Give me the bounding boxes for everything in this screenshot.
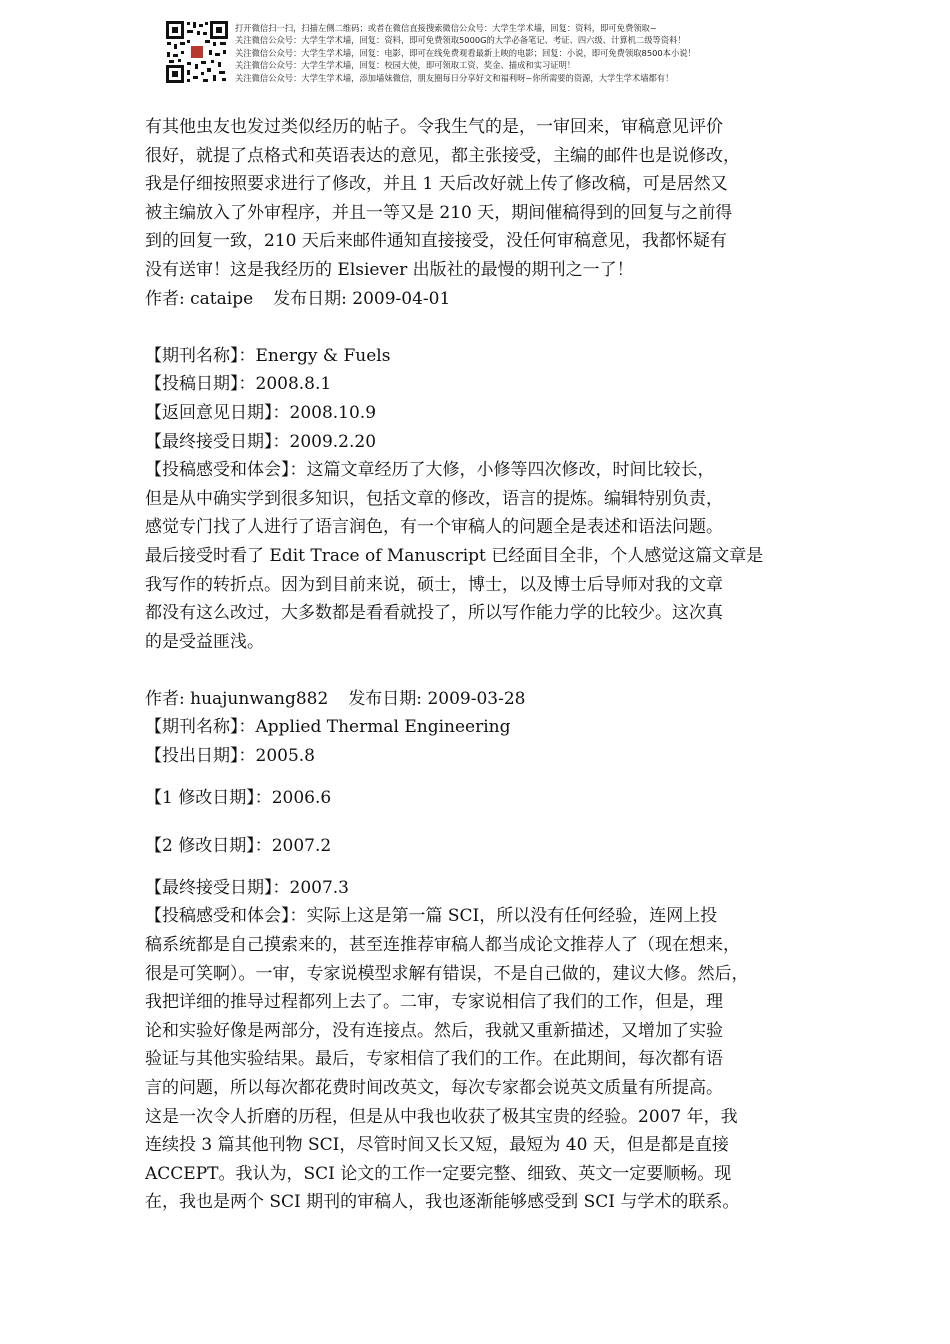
publish-date: 发布日期: 2009-04-01 [273,288,451,309]
body-line: 这是一次令人折磨的历程，但是从中我也收获了极其宝贵的经验。2007 年，我 [145,1106,738,1127]
author-name: 作者: cataipe [145,288,254,309]
body-line: 的是受益匪浅。 [145,631,264,652]
post-cataipe [145,113,825,313]
accept-date: 【最终接受日期】：2009.2.20 [145,431,377,452]
promo-line: 关注微信公众号：大学生学术墙，回复：资料，即可免费领取5000G的大学必备笔记、考证、四六级、计算机二级等资料！ [235,35,686,46]
body-line: 连续投 3 篇其他刊物 SCI，尽管时间又长又短，最短为 40 天，但是都是直接 [145,1135,729,1156]
body-line: 最后接受时看了 Edit Trace of Manuscript 已经面目全非，个人感觉这篇文章是 [145,545,764,566]
body-line: 有其他虫友也发过类似经历的帖子。令我生气的是，一审回来，审稿意见评价 [145,117,723,137]
body-line: 没有送审！这是我经历的 Elsiever 出版社的最慢的期刊之一了！ [145,259,634,280]
author-line [145,685,825,714]
body-line: 【投稿感受和体会】：实际上这是第一篇 SCI，所以没有任何经验，连网上投 [145,906,718,927]
revision-date-2: 【2 修改日期】：2007.2 [145,836,332,857]
body-line: 【投稿感受和体会】：这篇文章经历了大修，小修等四次修改，时间比较长， [145,460,715,481]
post-applied-thermal [145,685,825,1217]
body-line: 验证与其他实验结果。最后，专家相信了我们的工作。在此期间，每次都有语 [145,1049,723,1070]
return-date: 【返回意见日期】：2008.10.9 [145,402,377,423]
accept-date: 【最终接受日期】：2007.3 [145,877,349,898]
promo-line: 打开微信扫一扫，扫描左侧二维码；或者在微信直接搜索微信公众号：大学生学术墙，回复：资料，即可免费领取~ [235,23,657,33]
body-line: 稿系统都是自己摸索来的，甚至连推荐审稿人都当成论文推荐人了（现在想来， [145,935,740,956]
author-name: 作者: huajunwang882 [145,688,329,709]
body-line: ACCEPT。我认为，SCI 论文的工作一定要完整、细致、英文一定要顺畅。现 [145,1163,732,1184]
body-line: 很好，就提了点格式和英语表达的意见，都主张接受，主编的邮件也是说修改， [145,145,740,166]
submit-date: 【投出日期】：2005.8 [145,746,315,767]
submit-date: 【投稿日期】：2008.8.1 [145,374,332,395]
body-line: 很是可笑啊）。一审，专家说模型求解有错误，不是自己做的，建议大修。然后， [145,963,749,984]
body-line: 都没有这么改过，大多数都是看看就投了，所以写作能力学的比较少。这次真 [145,603,723,624]
body-line: 言的问题，所以每次都花费时间改英文，每次专家都会说英文质量有所提高。 [145,1078,723,1098]
author-line [145,285,825,314]
body-line: 被主编放入了外审程序，并且一等又是 210 天，期间催稿得到的回复与之前得 [145,202,733,223]
qr-code-icon[interactable] [165,20,229,84]
body-line: 我写作的转折点。因为到目前来说，硕士，博士，以及博士后导师对我的文章 [145,574,723,595]
body-line: 但是从中确实学到很多知识，包括文章的修改，语言的提炼。编辑特别负责， [145,488,723,509]
post-energy-fuels [145,342,825,657]
publish-date: 发布日期: 2009-03-28 [348,688,526,709]
revision-date-1: 【1 修改日期】：2006.6 [145,787,332,808]
document-body [145,113,825,1217]
promo-line: 关注微信公众号：大学生学术墙，回复：电影，即可在线免费观看最新上映的电影；回复：小说，即可免费领取8500本小说！ [235,47,696,58]
journal-name: 【期刊名称】：Applied Thermal Engineering [145,717,511,738]
body-line: 我是仔细按照要求进行了修改，并且 1 天后改好就上传了修改稿，可是居然又 [145,174,728,195]
body-line: 在，我也是两个 SCI 期刊的审稿人，我也逐渐能够感受到 SCI 与学术的联系。 [145,1192,740,1213]
body-line: 到的回复一致，210 天后来邮件通知直接接受，没任何审稿意见，我都怀疑有 [145,231,727,252]
promo-line: 关注微信公众号：大学生学术墙，添加墙妹微信，朋友圈每日分享好文和福利呀~你所需要的资源，大学生学术墙都有！ [235,72,674,83]
promo-header [165,20,785,86]
body-line: 感觉专门找了人进行了语言润色，有一个审稿人的问题全是表述和语法问题。 [145,517,723,538]
journal-name: 【期刊名称】：Energy & Fuels [145,345,391,366]
body-line: 论和实验好像是两部分，没有连接点。然后，我就又重新描述，又增加了实验 [145,1020,723,1041]
body-line: 我把详细的推导过程都列上去了。二审，专家说相信了我们的工作，但是，理 [145,992,723,1013]
promo-text [235,22,696,84]
promo-line: 关注微信公众号：大学生学术墙，回复：校园大使，即可领取工资、奖金、描成和实习证明！ [235,60,576,71]
